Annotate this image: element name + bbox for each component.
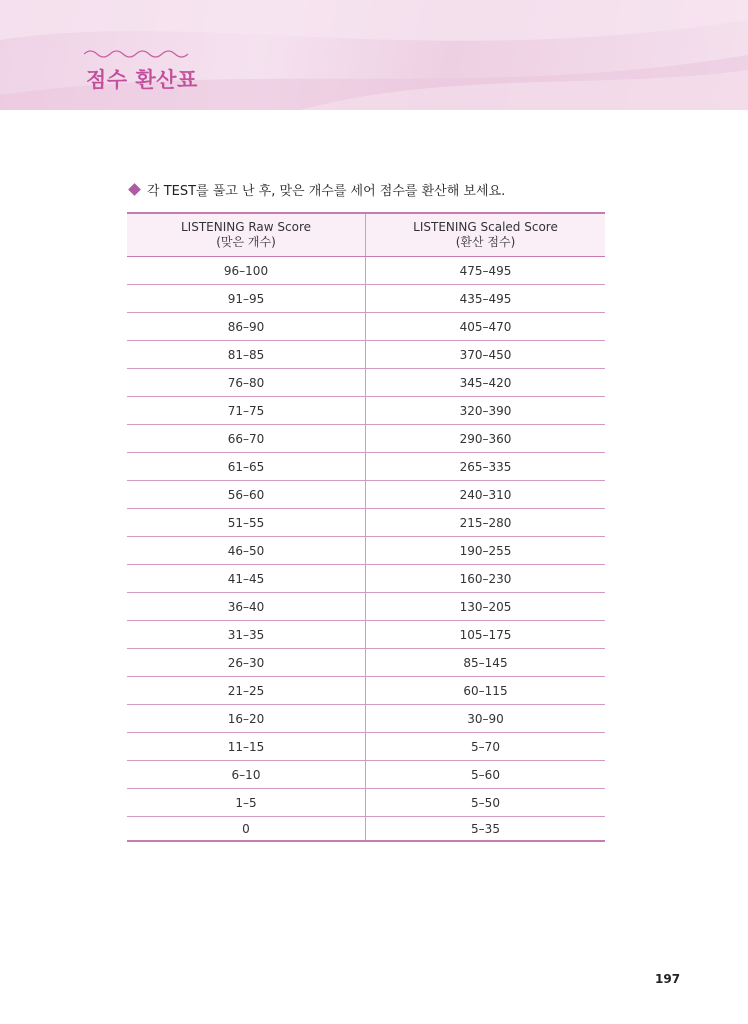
raw-score-cell: 41–45 bbox=[127, 565, 366, 593]
table-body bbox=[127, 257, 605, 842]
table-row bbox=[127, 733, 605, 761]
table-row bbox=[127, 481, 605, 509]
scaled-score-cell: 190–255 bbox=[366, 537, 606, 565]
raw-score-cell: 31–35 bbox=[127, 621, 366, 649]
table-row bbox=[127, 649, 605, 677]
scaled-score-cell: 30–90 bbox=[366, 705, 606, 733]
table-row bbox=[127, 817, 605, 842]
table-row bbox=[127, 789, 605, 817]
table-row bbox=[127, 453, 605, 481]
diamond-bullet-icon bbox=[128, 183, 141, 196]
scaled-score-cell: 160–230 bbox=[366, 565, 606, 593]
table-row bbox=[127, 593, 605, 621]
raw-score-cell: 26–30 bbox=[127, 649, 366, 677]
raw-score-cell: 56–60 bbox=[127, 481, 366, 509]
raw-score-cell: 66–70 bbox=[127, 425, 366, 453]
page-title: 점수 환산표 bbox=[86, 68, 198, 92]
raw-score-cell: 11–15 bbox=[127, 733, 366, 761]
raw-score-cell: 21–25 bbox=[127, 677, 366, 705]
scaled-score-cell: 5–50 bbox=[366, 789, 606, 817]
header-scaled-score-main: LISTENING Scaled Score bbox=[413, 220, 558, 234]
raw-score-cell: 76–80 bbox=[127, 369, 366, 397]
table-row bbox=[127, 285, 605, 313]
scaled-score-cell: 60–115 bbox=[366, 677, 606, 705]
table-header-row bbox=[127, 213, 605, 257]
raw-score-cell: 86–90 bbox=[127, 313, 366, 341]
table-row bbox=[127, 425, 605, 453]
scaled-score-cell: 265–335 bbox=[366, 453, 606, 481]
raw-score-cell: 51–55 bbox=[127, 509, 366, 537]
header-scaled-score-sub: (환산 점수) bbox=[455, 235, 516, 249]
scaled-score-cell: 475–495 bbox=[366, 257, 606, 285]
table-row bbox=[127, 397, 605, 425]
scaled-score-cell: 85–145 bbox=[366, 649, 606, 677]
table-row bbox=[127, 705, 605, 733]
raw-score-cell: 0 bbox=[127, 817, 366, 842]
raw-score-cell: 6–10 bbox=[127, 761, 366, 789]
header-raw-score-main: LISTENING Raw Score bbox=[180, 220, 312, 234]
scaled-score-cell: 105–175 bbox=[366, 621, 606, 649]
scaled-score-cell: 290–360 bbox=[366, 425, 606, 453]
table-row bbox=[127, 341, 605, 369]
raw-score-cell: 16–20 bbox=[127, 705, 366, 733]
table-row bbox=[127, 369, 605, 397]
table-row bbox=[127, 313, 605, 341]
title-squiggle-decoration bbox=[84, 48, 194, 60]
table-row bbox=[127, 537, 605, 565]
scaled-score-cell: 5–60 bbox=[366, 761, 606, 789]
header-raw-score bbox=[127, 213, 366, 257]
table-row bbox=[127, 677, 605, 705]
table-row bbox=[127, 761, 605, 789]
table-row bbox=[127, 257, 605, 285]
scaled-score-cell: 240–310 bbox=[366, 481, 606, 509]
raw-score-cell: 46–50 bbox=[127, 537, 366, 565]
scaled-score-cell: 130–205 bbox=[366, 593, 606, 621]
raw-score-cell: 71–75 bbox=[127, 397, 366, 425]
scaled-score-cell: 5–70 bbox=[366, 733, 606, 761]
header-banner bbox=[0, 0, 748, 110]
table-row bbox=[127, 565, 605, 593]
raw-score-cell: 96–100 bbox=[127, 257, 366, 285]
instruction bbox=[128, 180, 505, 199]
raw-score-cell: 81–85 bbox=[127, 341, 366, 369]
page-number: 197 bbox=[655, 972, 681, 986]
raw-score-cell: 91–95 bbox=[127, 285, 366, 313]
scaled-score-cell: 345–420 bbox=[366, 369, 606, 397]
scaled-score-cell: 405–470 bbox=[366, 313, 606, 341]
scaled-score-cell: 5–35 bbox=[366, 817, 606, 842]
raw-score-cell: 36–40 bbox=[127, 593, 366, 621]
instruction-text: 각 TEST를 풀고 난 후, 맞은 개수를 세어 점수를 환산해 보세요. bbox=[147, 184, 506, 199]
header-scaled-score bbox=[366, 213, 606, 257]
raw-score-cell: 1–5 bbox=[127, 789, 366, 817]
raw-score-cell: 61–65 bbox=[127, 453, 366, 481]
header-raw-score-sub: (맞은 개수) bbox=[216, 235, 276, 249]
table-row bbox=[127, 509, 605, 537]
scaled-score-cell: 215–280 bbox=[366, 509, 606, 537]
scaled-score-cell: 435–495 bbox=[366, 285, 606, 313]
table-row bbox=[127, 621, 605, 649]
scaled-score-cell: 370–450 bbox=[366, 341, 606, 369]
scaled-score-cell: 320–390 bbox=[366, 397, 606, 425]
score-conversion-table bbox=[127, 212, 605, 842]
